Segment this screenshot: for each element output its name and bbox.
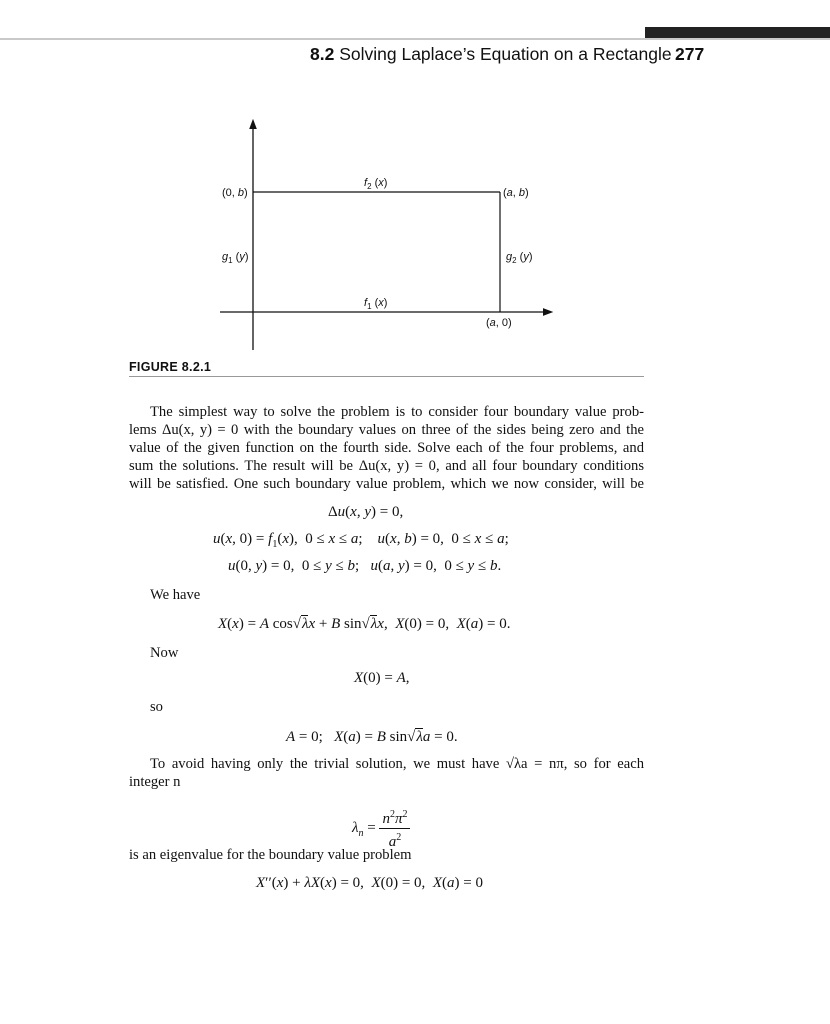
- label-f2: $f_2$ (x): [364, 177, 388, 191]
- para1-line1: The simplest way to solve the problem is to consider four boundary value prob-: [150, 404, 644, 420]
- equation-bc1: u(x, $0) = f_1(x)$, 0 ≤ x ≤ a; u(x, b) = 0, 0 ≤ x ≤ a;: [213, 531, 509, 550]
- equation-general-solution: X(x) = A cos√λx + B sin√λx, X(0) = 0, X(a) = 0.: [218, 616, 511, 632]
- equation-a-zero: A = 0; X(a) = B sin√λa = 0.: [286, 729, 458, 745]
- figure-caption: FIGURE 8.2.1: [129, 360, 212, 374]
- para2-line2: integer n: [129, 774, 181, 790]
- text-we-have: We have: [150, 587, 201, 603]
- equation-x0: X(0) = A,: [354, 670, 410, 686]
- rectangle-figure: [0, 110, 830, 360]
- text-now: Now: [150, 645, 179, 661]
- para2-line1: To avoid having only the trivial solution, we must have √λa = nπ, so for each: [150, 756, 644, 772]
- label-g2: $g_2$ (y): [506, 251, 533, 265]
- caption-rule: [129, 376, 644, 377]
- text-so: so: [150, 699, 163, 715]
- header-rule: [0, 38, 830, 40]
- equation-laplace: Δu(x, y) = 0,: [328, 504, 404, 520]
- para1-line2: lems Δu(x, y) = 0 with the boundary values on three of the sides being zero and the: [129, 422, 644, 438]
- para1-line4: sum the solutions. The result will be Δu(x, y) = 0, and all four boundary conditions: [129, 458, 644, 474]
- label-top-right: (a, b): [503, 187, 529, 199]
- label-top-left: (0, b): [222, 187, 248, 199]
- section-number: 8.2: [310, 44, 335, 64]
- label-f1: $f_1$ (x): [364, 297, 388, 311]
- label-g1: $g_1$ (y): [222, 251, 249, 265]
- equation-bvp: X′′(x) + λX(x) = 0, X(0) = 0, X(a) = 0: [256, 875, 483, 891]
- running-head: [310, 44, 672, 65]
- equation-eigenvalue: $\lambda_n$ = $\frac{n^2\pi^2}{a^2}$: [352, 806, 410, 851]
- section-title: Solving Laplace’s Equation on a Rectangle: [339, 44, 672, 64]
- page-number: 277: [675, 44, 705, 64]
- para1-line3: value of the given function on the fourth side. Solve each of the four problems, and: [129, 440, 644, 456]
- label-bottom-right: (a, 0): [486, 317, 512, 329]
- text-eigenvalue: is an eigenvalue for the boundary value problem: [129, 847, 412, 863]
- equation-bc2: u(0, y) = 0, 0 ≤ y ≤ b; u(a, y) = 0, 0 ≤ y ≤ b.: [228, 558, 502, 574]
- para1-line5: will be satisfied. One such boundary value problem, which we now consider, will be: [129, 476, 644, 492]
